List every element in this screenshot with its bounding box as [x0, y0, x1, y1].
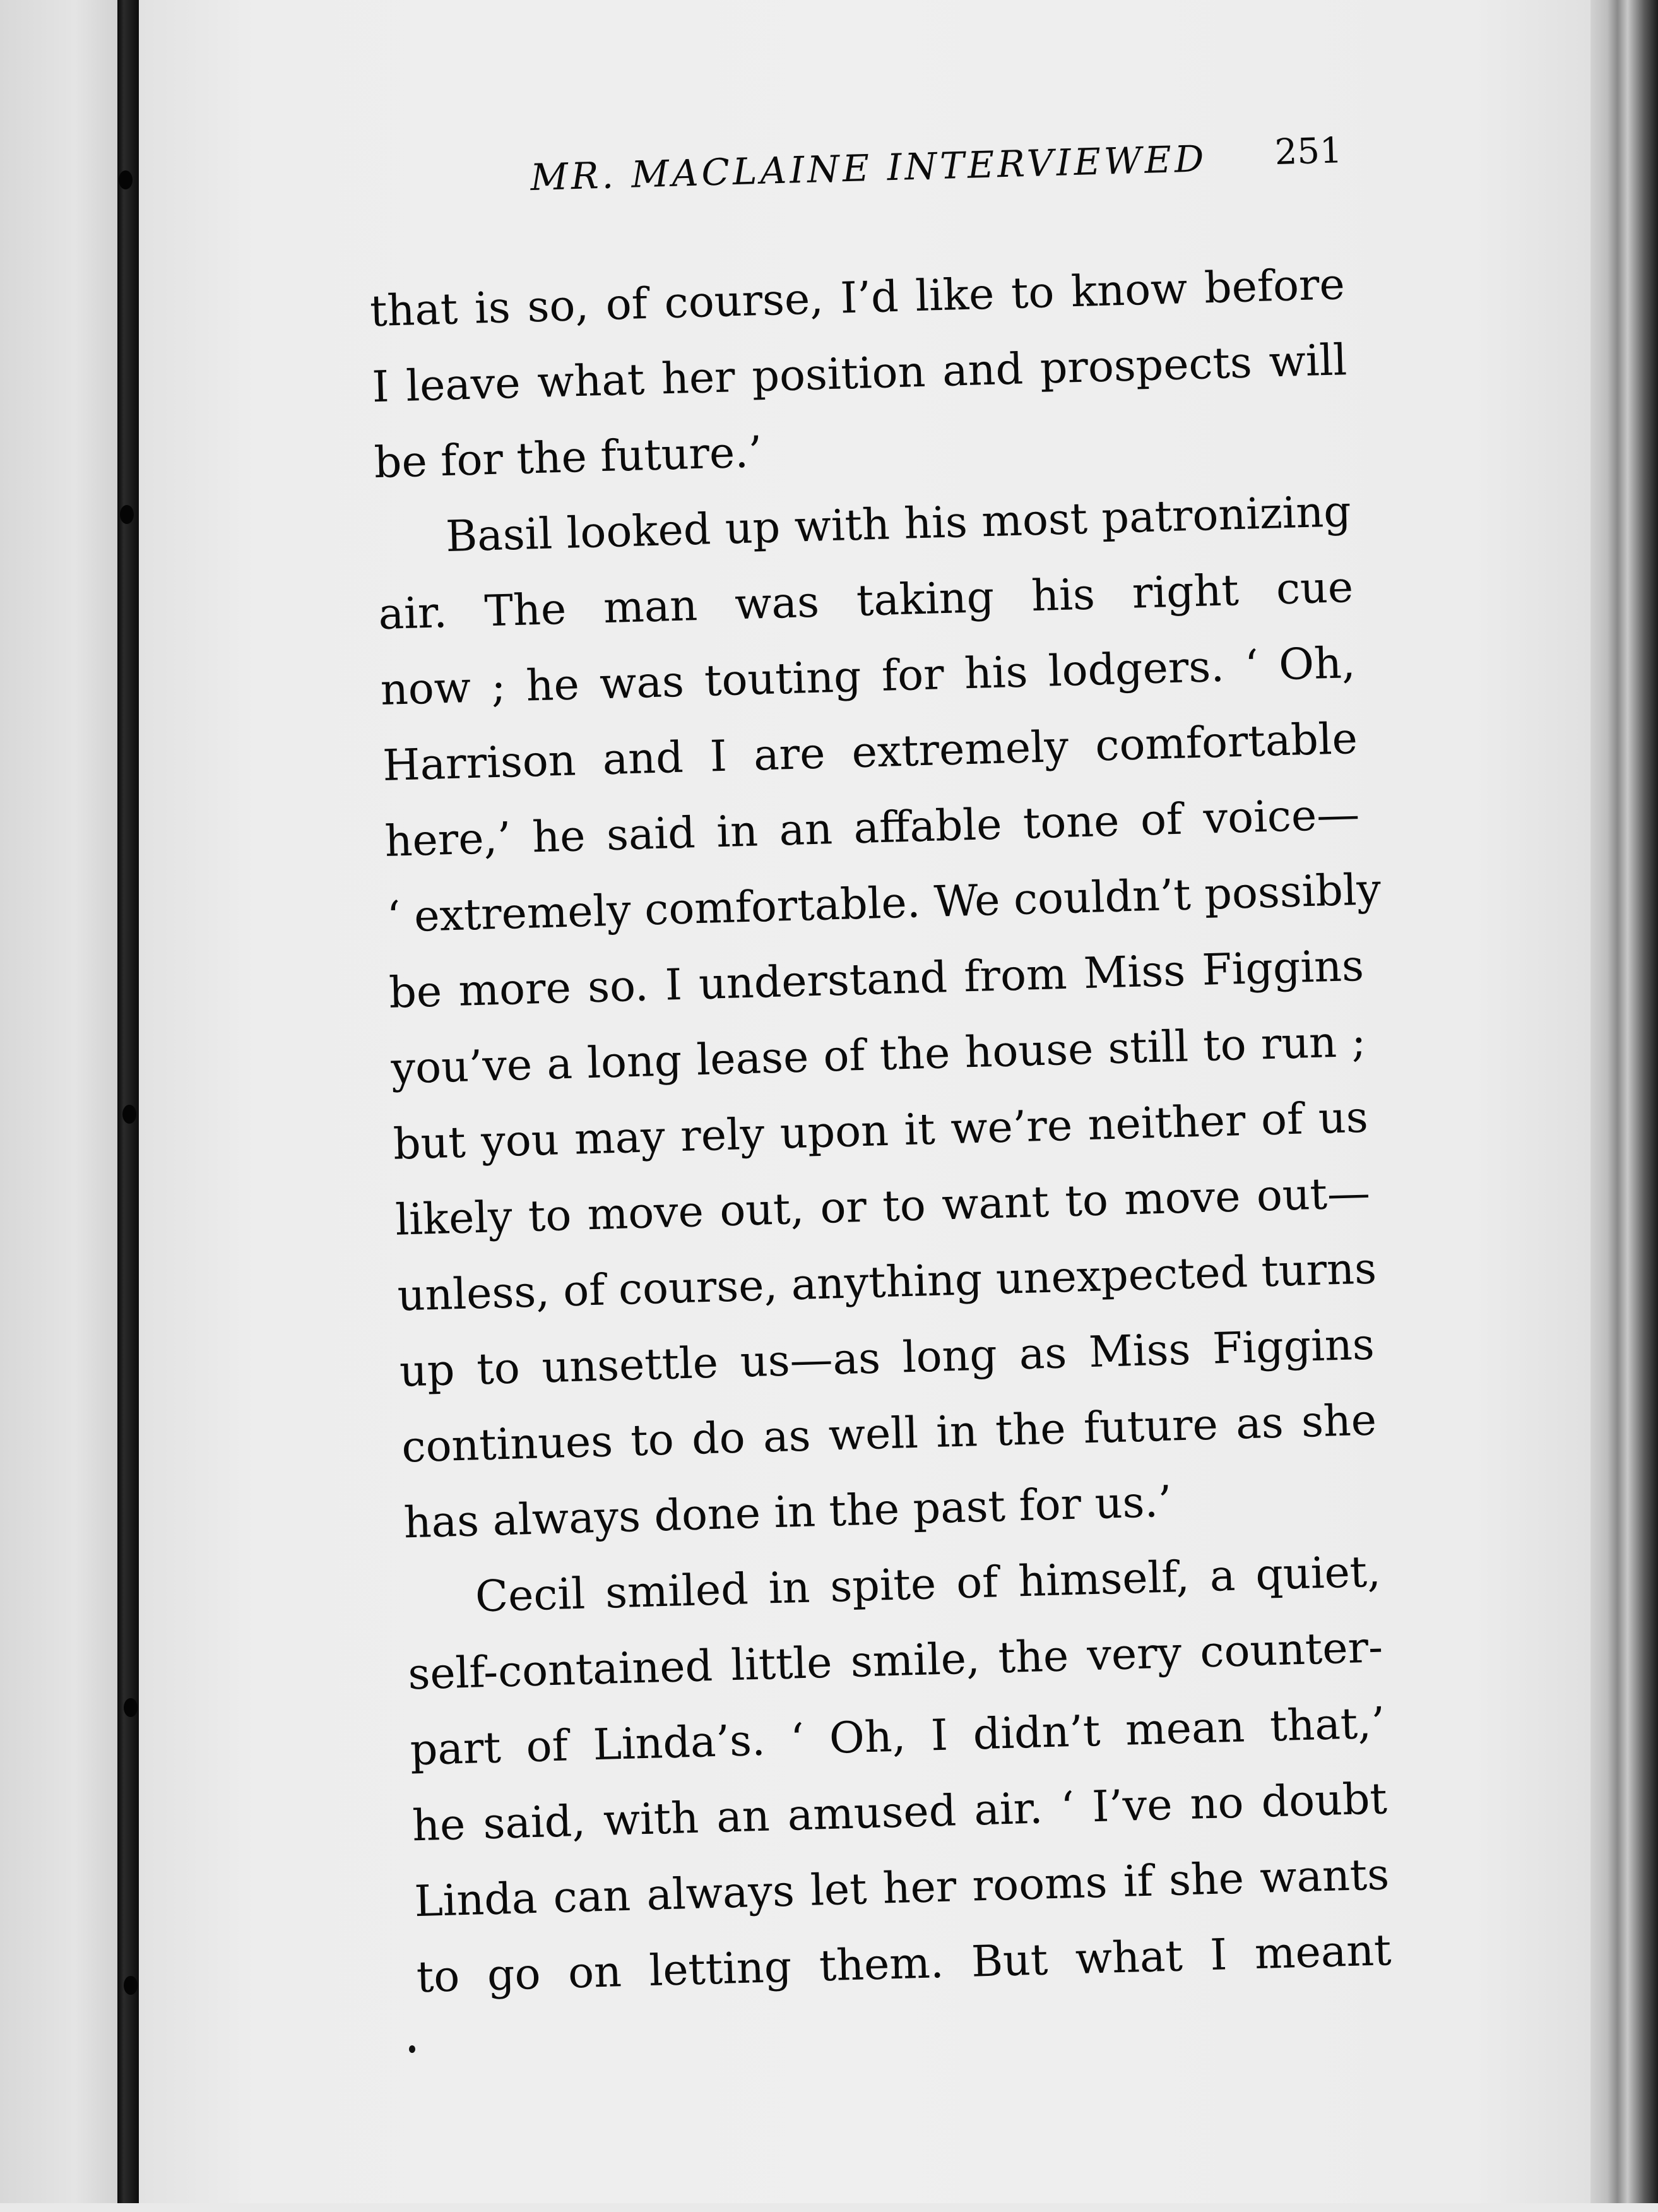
text-line: Linda can always let her rooms if she wants	[413, 1850, 1390, 1927]
text-line: but you may rely upon it we’re neither of us	[392, 1092, 1369, 1170]
text-line: I leave what her position and prospects will	[371, 335, 1348, 413]
text-line: air. The man was taking his right cue	[377, 562, 1354, 640]
text-line: now ; he was touting for his lodgers. ‘ Oh,	[379, 638, 1356, 716]
text-line: he said, with an amused air. ‘ I’ve no doubt	[412, 1774, 1388, 1852]
text-line: Cecil smiled in spite of himself, a quiet,	[475, 1547, 1382, 1622]
running-head: MR. MACLAINE INTERVIEWED	[530, 137, 1208, 199]
text-line: continues to do as well in the future as she	[401, 1395, 1377, 1473]
page-number: 251	[1274, 130, 1343, 174]
ink-speck	[409, 2045, 415, 2053]
text-line: be for the future.’	[373, 427, 763, 489]
text-line: likely to move out, or to want to move out—	[394, 1168, 1371, 1246]
text-line: to go on letting them. But what I meant	[415, 1925, 1392, 2003]
text-line: has always done in the past for us.’	[403, 1477, 1173, 1549]
text-line: part of Linda’s. ‘ Oh, I didn’t mean that,’	[409, 1698, 1386, 1776]
text-line: be more so. I understand from Miss Figgins	[388, 941, 1365, 1018]
text-line: unless, of course, anything unexpected turns	[396, 1244, 1377, 1321]
text-line: ‘ extremely comfortable. We couldn’t possibly	[386, 864, 1382, 942]
text-line: Harrison and I are extremely comfortable	[382, 713, 1358, 791]
text-line: that is so, of course, I’d like to know before	[369, 259, 1346, 337]
text-line: you’ve a long lease of the house still to run ;	[390, 1016, 1367, 1094]
text-line: self-contained little smile, the very counter-	[407, 1622, 1384, 1700]
text-line: Basil looked up with his most patronizing	[445, 487, 1352, 562]
text-line: up to unsettle us—as long as Miss Figgins	[399, 1319, 1375, 1397]
text-line: here,’ he said in an affable tone of voice—	[384, 789, 1361, 867]
